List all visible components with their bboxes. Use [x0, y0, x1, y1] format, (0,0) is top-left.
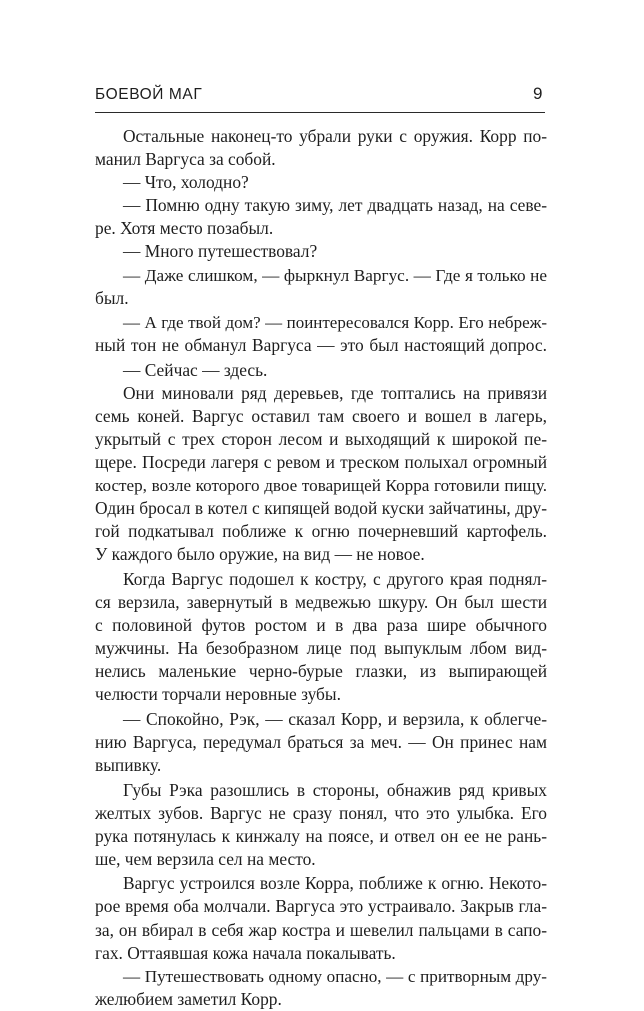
text-line: был.: [95, 287, 129, 308]
text-line: нию Варгуса, передумал браться за меч. — Он принес нам: [95, 732, 547, 752]
text-line: Когда Варгус подошел к костру, с другого края поднял-: [123, 568, 547, 589]
text-line: рое время оба молчали. Варгуса это устраивало. Закрыв гла-: [95, 896, 547, 917]
text-line: укрытый с трех сторон лесом и выходящий к широкой пе-: [95, 429, 547, 449]
text-line: Один бросал в котел с кипящей водой куски зайчатины, дру-: [95, 498, 547, 519]
text-line: выпивку.: [95, 755, 162, 776]
header-rule: [95, 112, 545, 113]
text-line: — Сейчас — здесь.: [123, 359, 268, 380]
body-text: [95, 125, 547, 1011]
text-line: ся верзила, завернутый в медвежью шкуру. Он был шести: [95, 592, 547, 613]
text-line: — Путешествовать одному опасно, — с притворным дру-: [123, 966, 547, 986]
text-line: — Что, холодно?: [123, 172, 249, 193]
text-line: манил Варгуса за собой.: [95, 149, 276, 170]
text-line: костер, возле которого двое товарищей Корра готовили пищу.: [95, 476, 547, 496]
text-line: — А где твой дом? — поинтересовался Корр. Его небреж-: [123, 313, 547, 333]
text-line: челюсти торчали неровные зубы.: [95, 684, 341, 705]
text-line: Остальные наконец-то убрали руки с оружия. Корр по-: [123, 126, 547, 146]
text-line: за, он вбирал в себя жар костра и шевелил пальцами в сапо-: [95, 919, 547, 940]
text-line: — Даже слишком, — фыркнул Варгус. — Где я только не: [123, 265, 547, 285]
text-line: гой подкатывал поближе к огню почерневший картофель.: [95, 521, 547, 542]
text-line: мужчины. На безобразном лице под выпуклым лбом вид-: [95, 638, 547, 659]
text-line: У каждого было оружие, на вид — не новое.: [95, 544, 425, 565]
text-line: Губы Рэка разошлись в стороны, обнажив ряд кривых: [123, 779, 547, 800]
text-line: ный тон не обманул Варгуса — это был настоящий допрос.: [95, 335, 547, 356]
page-number: 9: [532, 84, 543, 103]
text-line: — Много путешествовал?: [123, 241, 318, 262]
text-line: ре. Хотя место позабыл.: [95, 218, 274, 239]
text-line: Они миновали ряд деревьев, где топтались на привязи: [123, 382, 547, 403]
text-line: гах. Оттаявшая кожа начала покалывать.: [95, 942, 396, 963]
text-line: с половиной футов ростом и в два раза шире обычного: [95, 615, 547, 636]
text-line: семь коней. Варгус оставил там своего и вошел в лагерь,: [95, 405, 547, 426]
text-line: — Спокойно, Рэк, — сказал Корр, и верзила, к облегче-: [123, 708, 547, 729]
text-line: щере. Посреди лагеря с ревом и треском полыхал огромный: [95, 452, 547, 473]
text-line: — Помню одну такую зиму, лет двадцать назад, на севе-: [123, 195, 547, 216]
text-line: желюбием заметил Корр.: [95, 988, 282, 1009]
text-line: ше, чем верзила сел на место.: [95, 848, 316, 869]
text-line: рука потянулась к кинжалу на поясе, и отвел он ее не рань-: [95, 825, 547, 846]
text-line: нелись маленькие черно-бурые глазки, из выпирающей: [95, 661, 547, 682]
running-title: БОЕВОЙ МАГ: [95, 86, 203, 103]
text-line: Варгус устроился возле Корра, поближе к огню. Некото-: [123, 873, 547, 894]
text-line: желтых зубов. Варгус не сразу понял, что это улыбка. Его: [95, 802, 547, 823]
running-header: [95, 84, 545, 108]
